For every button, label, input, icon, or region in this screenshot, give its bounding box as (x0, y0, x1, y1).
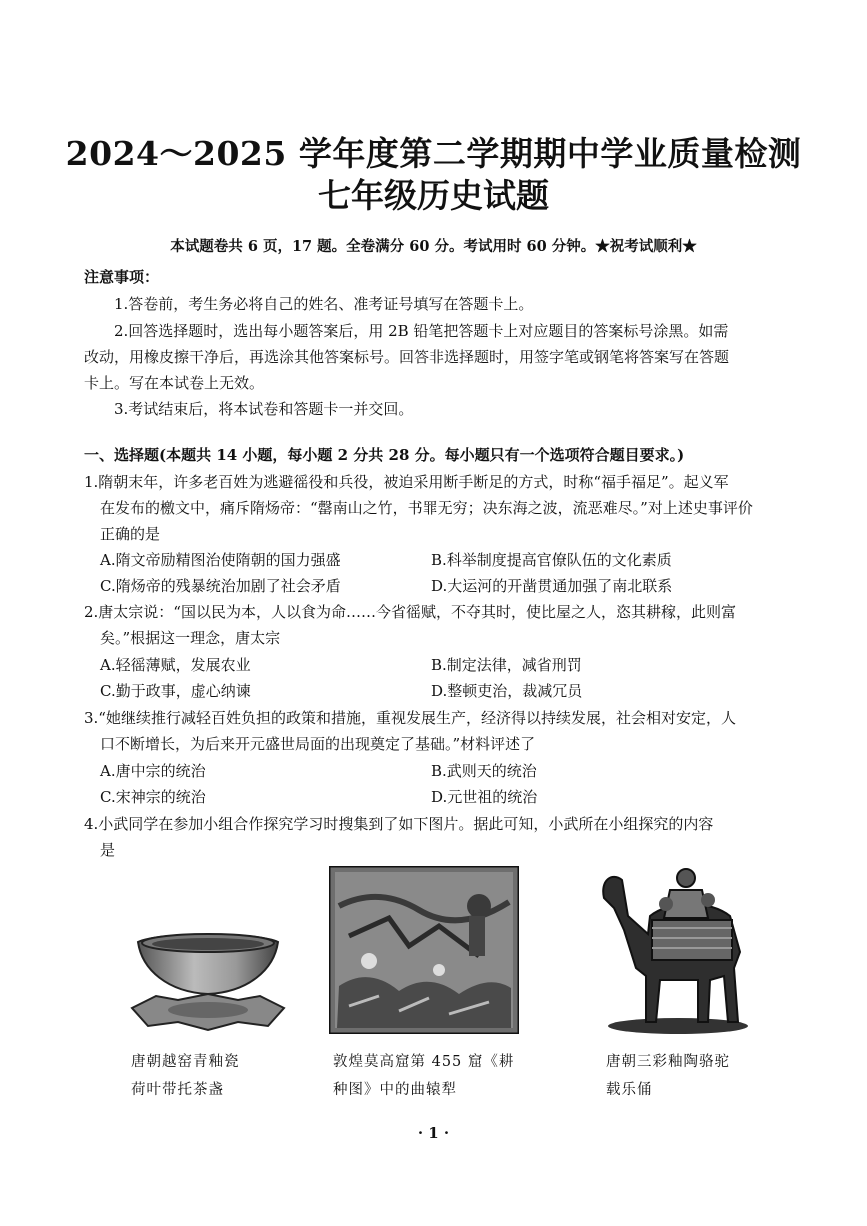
q2-stem-2: 矣。”根据这一理念，唐太宗 (100, 629, 281, 647)
page-number: · 1 · (417, 1124, 450, 1142)
caption-3-line-1: 唐朝三彩釉陶骆驼 (606, 1054, 730, 1070)
notice-line-3: 3.考试结束后，将本试卷和答题卡一并交回。 (114, 400, 414, 418)
q1-stem-3: 正确的是 (100, 525, 161, 543)
q1-stem-1: 1.隋朝末年，许多老百姓为逃避徭役和兵役，被迫采用断手断足的方式，时称“福手福足”。起义军 (84, 473, 729, 491)
q2-option-d: D.整顿吏治，裁减冗员 (431, 682, 583, 700)
q2-option-a: A.轻徭薄赋，发展农业 (100, 656, 251, 674)
q1-stem-2: 在发布的檄文中，痛斥隋炀帝：“罄南山之竹，书罪无穷；决东海之波，流恶难尽。”对上述史事评价 (100, 499, 753, 517)
notice-line-2b: 改动，用橡皮擦干净后，再选涂其他答案标号。回答非选择题时，用签字笔或钢笔将答案写在答题 (84, 348, 730, 366)
caption-2-line-1: 敦煌莫高窟第 455 窟《耕 (333, 1054, 515, 1070)
exam-title: 2024～2025 学年度第二学期期中学业质量检测 (65, 134, 802, 173)
q3-option-b: B.武则天的统治 (431, 762, 537, 780)
camel-figurine-image (590, 856, 760, 1036)
tea-bowl-image (118, 930, 298, 1040)
q2-option-c: C.勤于政事，虚心纳谏 (100, 682, 251, 700)
q1-option-d: D.大运河的开凿贯通加强了南北联系 (431, 577, 673, 595)
q4-stem-2: 是 (100, 841, 116, 859)
notice-heading: 注意事项： (84, 268, 160, 286)
q1-option-c: C.隋炀帝的残暴统治加剧了社会矛盾 (100, 577, 341, 595)
q2-stem-1: 2.唐太宗说：“国以民为本，人以食为命……今省徭赋，不夺其时，使比屋之人，恣其耕稼，此则富 (84, 603, 736, 621)
mural-plough-image (329, 866, 519, 1034)
q3-option-d: D.元世祖的统治 (431, 788, 538, 806)
notice-line-2a: 2.回答选择题时，选出每小题答案后，用 2B 铅笔把答题卡上对应题目的答案标号涂黑。如需 (114, 322, 729, 340)
notice-line-2c: 卡上。写在本试卷上无效。 (84, 374, 265, 392)
q3-option-a: A.唐中宗的统治 (100, 762, 206, 780)
caption-1-line-2: 荷叶带托茶盏 (131, 1082, 224, 1098)
q3-option-c: C.宋神宗的统治 (100, 788, 206, 806)
caption-2-line-2: 种图》中的曲辕犁 (333, 1082, 457, 1098)
q1-option-a: A.隋文帝励精图治使隋朝的国力强盛 (100, 551, 341, 569)
exam-subtitle: 七年级历史试题 (318, 176, 549, 215)
q2-option-b: B.制定法律，减省刑罚 (431, 656, 582, 674)
q1-option-b: B.科举制度提高官僚队伍的文化素质 (431, 551, 672, 569)
q3-stem-1: 3.“她继续推行减轻百姓负担的政策和措施，重视发展生产，经济得以持续发展，社会相对安定，人 (84, 709, 736, 727)
exam-intro: 本试题卷共 6 页，17 题。全卷满分 60 分。考试用时 60 分钟。★祝考试顺利★ (170, 238, 697, 255)
q4-stem-1: 4.小武同学在参加小组合作探究学习时搜集到了如下图片。据此可知，小武所在小组探究的内容 (84, 815, 714, 833)
notice-line-1: 1.答卷前，考生务必将自己的姓名、准考证号填写在答题卡上。 (114, 295, 534, 313)
section-heading: 一、选择题(本题共 14 小题，每小题 2 分共 28 分。每小题只有一个选项符合题目要求。) (84, 446, 685, 464)
q3-stem-2: 口不断增长，为后来开元盛世局面的出现奠定了基础。”材料评述了 (100, 735, 536, 753)
caption-3-line-2: 载乐俑 (606, 1082, 653, 1098)
caption-1-line-1: 唐朝越窑青釉瓷 (131, 1054, 240, 1070)
